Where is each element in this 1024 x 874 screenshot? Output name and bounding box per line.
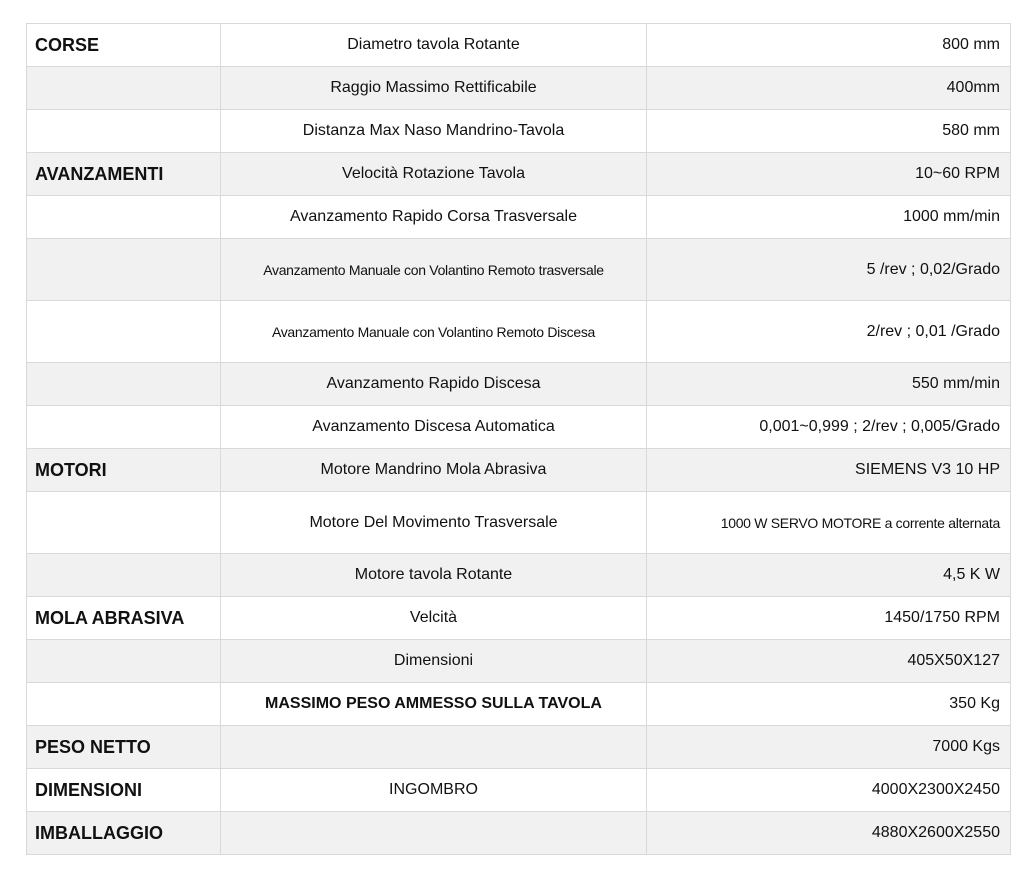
row-category xyxy=(27,196,221,239)
row-description: Motore Mandrino Mola Abrasiva xyxy=(221,449,647,492)
row-description: Raggio Massimo Rettificabile xyxy=(221,67,647,110)
row-description: Diametro tavola Rotante xyxy=(221,24,647,67)
table-row xyxy=(27,24,1011,67)
table-row xyxy=(27,239,1011,301)
row-value: 2/rev ; 0,01 /Grado xyxy=(647,301,1011,363)
row-category xyxy=(27,640,221,683)
table-row xyxy=(27,812,1011,855)
table-row xyxy=(27,406,1011,449)
row-category xyxy=(27,683,221,726)
spec-table xyxy=(26,23,1011,855)
row-value: 4,5 K W xyxy=(647,554,1011,597)
row-value: SIEMENS V3 10 HP xyxy=(647,449,1011,492)
row-description: MASSIMO PESO AMMESSO SULLA TAVOLA xyxy=(221,683,647,726)
row-description: Avanzamento Manuale con Volantino Remoto Discesa xyxy=(221,301,647,363)
table-row xyxy=(27,67,1011,110)
row-value: 10~60 RPM xyxy=(647,153,1011,196)
row-description xyxy=(221,812,647,855)
row-value: 1000 W SERVO MOTORE a corrente alternata xyxy=(647,492,1011,554)
row-value: 4000X2300X2450 xyxy=(647,769,1011,812)
row-category xyxy=(27,67,221,110)
row-value: 400mm xyxy=(647,67,1011,110)
row-category xyxy=(27,239,221,301)
row-category xyxy=(27,301,221,363)
row-description xyxy=(221,726,647,769)
table-row xyxy=(27,153,1011,196)
row-description: Distanza Max Naso Mandrino-Tavola xyxy=(221,110,647,153)
row-category: MOLA ABRASIVA xyxy=(27,597,221,640)
row-value: 1000 mm/min xyxy=(647,196,1011,239)
row-description: Avanzamento Discesa Automatica xyxy=(221,406,647,449)
row-value: 5 /rev ; 0,02/Grado xyxy=(647,239,1011,301)
row-category: MOTORI xyxy=(27,449,221,492)
spec-table-body xyxy=(27,24,1011,855)
row-description: Motore Del Movimento Trasversale xyxy=(221,492,647,554)
row-category xyxy=(27,110,221,153)
row-value: 1450/1750 RPM xyxy=(647,597,1011,640)
table-row xyxy=(27,683,1011,726)
table-row xyxy=(27,449,1011,492)
row-value: 405X50X127 xyxy=(647,640,1011,683)
row-description: Avanzamento Rapido Discesa xyxy=(221,363,647,406)
table-row xyxy=(27,640,1011,683)
row-category: DIMENSIONI xyxy=(27,769,221,812)
row-category xyxy=(27,554,221,597)
row-description: Velocità Rotazione Tavola xyxy=(221,153,647,196)
table-row xyxy=(27,110,1011,153)
table-row xyxy=(27,597,1011,640)
row-value: 7000 Kgs xyxy=(647,726,1011,769)
table-row xyxy=(27,769,1011,812)
row-description: Avanzamento Manuale con Volantino Remoto trasversale xyxy=(221,239,647,301)
table-row xyxy=(27,726,1011,769)
table-row xyxy=(27,196,1011,239)
row-value: 350 Kg xyxy=(647,683,1011,726)
row-category: AVANZAMENTI xyxy=(27,153,221,196)
table-row xyxy=(27,363,1011,406)
row-description: Avanzamento Rapido Corsa Trasversale xyxy=(221,196,647,239)
row-category xyxy=(27,363,221,406)
row-description: Motore tavola Rotante xyxy=(221,554,647,597)
row-category: IMBALLAGGIO xyxy=(27,812,221,855)
row-description: Dimensioni xyxy=(221,640,647,683)
row-value: 550 mm/min xyxy=(647,363,1011,406)
row-description: INGOMBRO xyxy=(221,769,647,812)
row-value: 4880X2600X2550 xyxy=(647,812,1011,855)
table-row xyxy=(27,492,1011,554)
row-value: 0,001~0,999 ; 2/rev ; 0,005/Grado xyxy=(647,406,1011,449)
table-row xyxy=(27,554,1011,597)
row-category: CORSE xyxy=(27,24,221,67)
row-category xyxy=(27,406,221,449)
row-value: 800 mm xyxy=(647,24,1011,67)
row-value: 580 mm xyxy=(647,110,1011,153)
row-category xyxy=(27,492,221,554)
row-description: Velcità xyxy=(221,597,647,640)
row-category: PESO NETTO xyxy=(27,726,221,769)
table-row xyxy=(27,301,1011,363)
